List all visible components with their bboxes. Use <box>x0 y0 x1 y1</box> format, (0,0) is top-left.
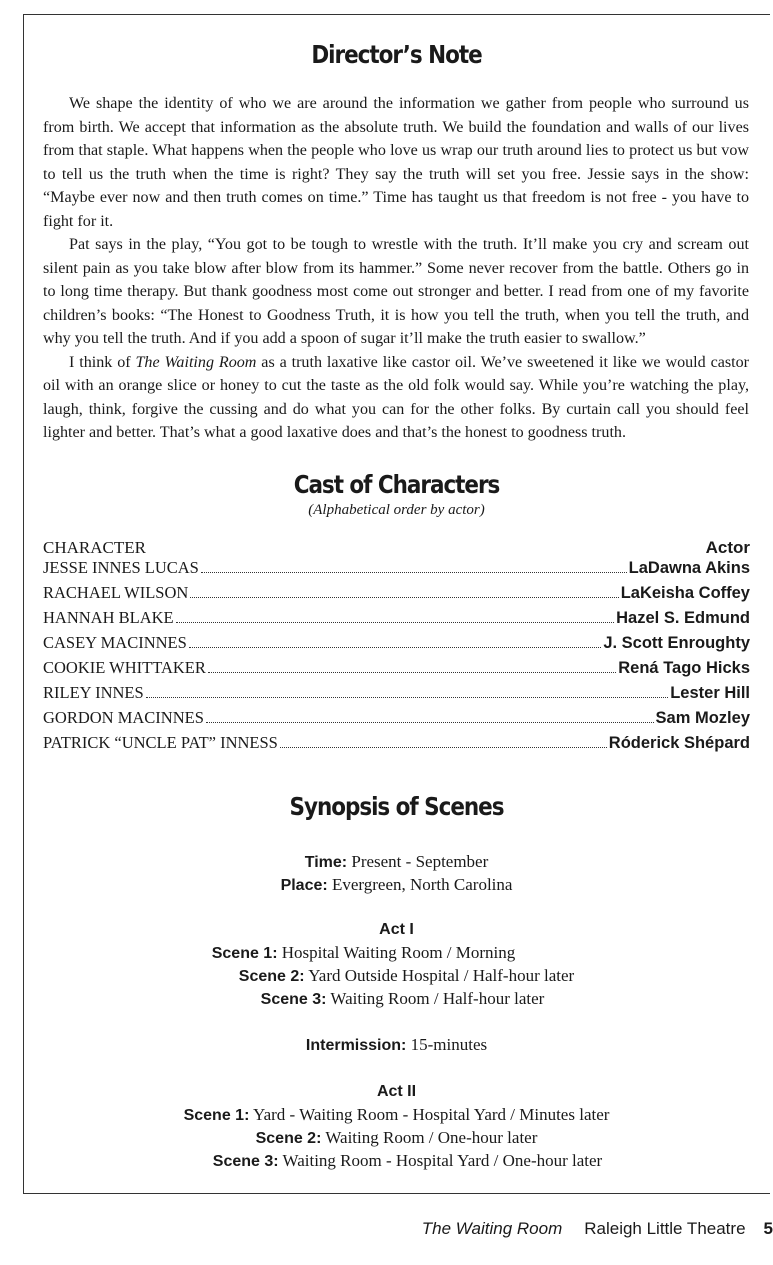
scene-label: Scene 1: <box>211 945 278 962</box>
scene-value: Waiting Room - Hospital Yard / One-hour later <box>278 1151 603 1170</box>
intermission-label: Intermission: <box>305 1037 407 1054</box>
act2-scene-3 <box>34 1149 773 1173</box>
cast-row <box>43 583 750 608</box>
actor-name: Hazel S. Edmund <box>616 609 750 627</box>
character-name: PATRICK “UNCLE PAT” INNESS <box>43 733 278 752</box>
actor-name: LaKeisha Coffey <box>620 584 750 602</box>
page-number: 5 <box>763 1219 773 1238</box>
dot-leader <box>190 583 618 598</box>
dot-leader <box>146 683 669 698</box>
actor-name: Sam Mozley <box>655 709 750 727</box>
cast-row <box>43 683 750 708</box>
dot-leader <box>280 733 607 748</box>
note-paragraph-1: We shape the identity of who we are around the information we gather from people who surround us from birth. We accept that information as the absolute truth. We build the foundation and walls of our lives from that staple. What happens when the people who love us wrap our truth around lies to protect us but vow to tell us the truth when the time is right? They say the truth will set you free. Jessie says in the show: “Maybe ever now and then truth comes on time.” Time has taught us that freedom is not free - you have to fight for it. <box>43 95 749 230</box>
cast-list <box>43 533 750 758</box>
footer-theatre: Raleigh Little Theatre <box>584 1219 746 1238</box>
scene-value: Waiting Room / Half-hour later <box>326 989 545 1008</box>
note-paragraph-2: Pat says in the play, “You got to be tough to wrestle with the truth. It’ll make you cry and scream out silent pain as you take blow after blow from its hammer.” Some never recover from the battle. Others go in to long time therapy. But thank goodness most come out stronger and better. I read from one of my favorite children’s books: “The Honest to Goodness Truth, it is how you tell the truth, when you tell the truth, and why you tell the truth. And if you add a spoon of sugar it’ll make the truth easier to swallow.” <box>43 236 749 347</box>
note-p3-lead: I think of <box>69 353 136 371</box>
cast-title: Cast of Characters <box>293 470 500 499</box>
directors-note-title: Director’s Note <box>311 40 482 69</box>
character-name: CASEY MACINNES <box>43 633 187 652</box>
character-name: GORDON MACINNES <box>43 708 204 727</box>
act1-title: Act I <box>379 921 414 938</box>
actor-column-header: Actor <box>705 538 750 557</box>
note-paragraph-3 <box>43 351 749 445</box>
place-value: Evergreen, North Carolina <box>327 875 513 894</box>
dot-leader <box>201 558 627 573</box>
cast-header-row <box>43 533 750 558</box>
time-value: Present - September <box>347 852 489 871</box>
character-name: COOKIE WHITTAKER <box>43 658 206 677</box>
cast-row <box>43 633 750 658</box>
dot-leader <box>206 708 654 723</box>
act1-scene-3 <box>29 987 773 1011</box>
actor-name: Róderick Shépard <box>608 734 750 752</box>
dot-leader <box>208 658 616 673</box>
act2-scene-2 <box>23 1126 770 1150</box>
note-p3-rest: as a truth laxative like castor oil. We’ve sweetened it like we would castor oil with an orange slice or honey to cut the taste as the old folk would say. While you’re watching the play, laugh, think, forgive the cussing and do what you can for the other folks. By curtain call you should feel lighter and better. That’s what a good laxative does and that’s the honest to goodness truth. <box>43 353 749 441</box>
act1-scene-2 <box>33 964 773 988</box>
cast-row <box>43 608 750 633</box>
cast-row <box>43 558 750 583</box>
place-label: Place: <box>280 877 328 894</box>
character-column-header: CHARACTER <box>43 538 146 557</box>
scene-value: Hospital Waiting Room / Morning <box>277 943 516 962</box>
scene-label: Scene 1: <box>183 1107 250 1124</box>
intermission-value: 15-minutes <box>406 1035 488 1054</box>
actor-name: Lester Hill <box>670 684 750 702</box>
scene-label: Scene 3: <box>260 991 327 1008</box>
footer-show-title: The Waiting Room <box>421 1219 563 1238</box>
character-name: HANNAH BLAKE <box>43 608 174 627</box>
page-footer <box>422 1219 773 1239</box>
time-label: Time: <box>304 854 348 871</box>
dot-leader <box>176 608 615 623</box>
synopsis-time <box>23 850 770 874</box>
character-name: RACHAEL WILSON <box>43 583 189 602</box>
scene-label: Scene 2: <box>238 968 305 985</box>
cast-subtitle: (Alphabetical order by actor) <box>308 502 485 518</box>
scene-label: Scene 3: <box>212 1153 279 1170</box>
synopsis-place <box>23 873 770 897</box>
act2-scene-1 <box>23 1103 770 1127</box>
character-name: JESSE INNES LUCAS <box>43 558 199 577</box>
cast-row <box>43 708 750 733</box>
scene-label: Scene 2: <box>255 1130 322 1147</box>
character-name: RILEY INNES <box>43 683 144 702</box>
directors-note-body <box>43 92 749 445</box>
dot-leader <box>189 633 602 648</box>
scene-value: Yard Outside Hospital / Half-hour later <box>304 966 575 985</box>
act2-title: Act II <box>376 1083 417 1100</box>
cast-row <box>43 658 750 683</box>
scene-value: Yard - Waiting Room - Hospital Yard / Minutes later <box>249 1105 610 1124</box>
actor-name: J. Scott Enroughty <box>603 634 750 652</box>
synopsis-title: Synopsis of Scenes <box>289 792 504 821</box>
actor-name: Rená Tago Hicks <box>618 659 750 677</box>
scene-value: Waiting Room / One-hour later <box>321 1128 538 1147</box>
act1-scene-1 <box>0 941 737 965</box>
note-p3-show-title: The Waiting Room <box>135 353 257 371</box>
actor-name: LaDawna Akins <box>628 559 750 577</box>
intermission <box>23 1033 770 1057</box>
cast-row <box>43 733 750 758</box>
